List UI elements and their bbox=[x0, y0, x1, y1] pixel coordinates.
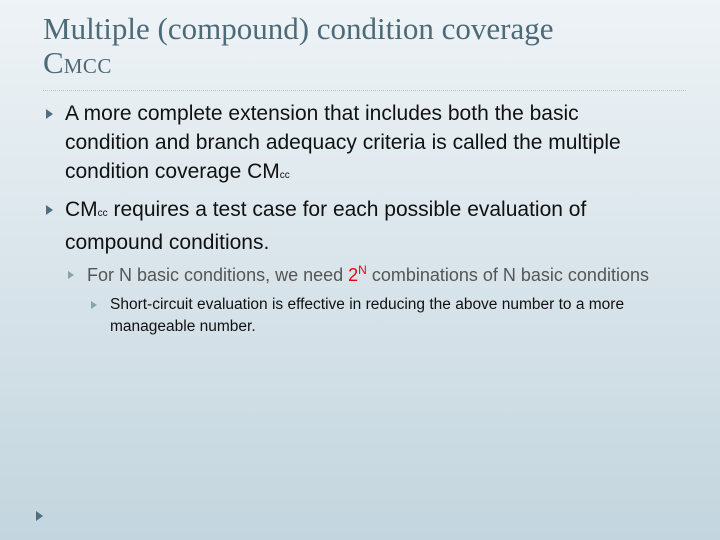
bullet-list bbox=[43, 99, 663, 338]
bullet-arrow-icon bbox=[91, 301, 97, 309]
bullet-subscript: cc bbox=[97, 208, 108, 219]
bullet-arrow-icon bbox=[46, 205, 53, 215]
bullet-arrow-icon bbox=[46, 109, 53, 119]
slide-title bbox=[43, 12, 703, 83]
bullet-prefix: CM bbox=[65, 198, 98, 221]
bullet-level3-1 bbox=[43, 294, 663, 338]
bullet-level1-1 bbox=[43, 99, 663, 190]
bullet-text: A more complete extension that includes both the basic condition and branch adequacy criteria is called the multiple condition coverage CM bbox=[65, 102, 621, 183]
bullet-level2-1 bbox=[43, 262, 663, 288]
bullet-arrow-icon bbox=[68, 271, 74, 279]
bullet-prefix: For N basic conditions, we need bbox=[87, 265, 349, 285]
bullet-text: requires a test case for each possible evaluation of compound conditions. bbox=[65, 198, 587, 254]
title-subscript: MCC bbox=[63, 54, 112, 78]
bullet-subscript: cc bbox=[279, 170, 290, 181]
bullet-level1-2 bbox=[43, 195, 663, 257]
power-base: 2 bbox=[348, 265, 359, 285]
bullet-text: Short-circuit evaluation is effective in reducing the above number to a more manageable number. bbox=[110, 296, 625, 335]
title-main: Multiple (compound) condition coverage bbox=[43, 11, 554, 46]
slide-nav-arrow-icon[interactable] bbox=[36, 511, 43, 521]
bullet-suffix: combinations of N basic conditions bbox=[366, 265, 649, 285]
power-exponent: N bbox=[358, 263, 367, 277]
title-divider bbox=[43, 90, 686, 91]
title-c: C bbox=[43, 45, 64, 80]
